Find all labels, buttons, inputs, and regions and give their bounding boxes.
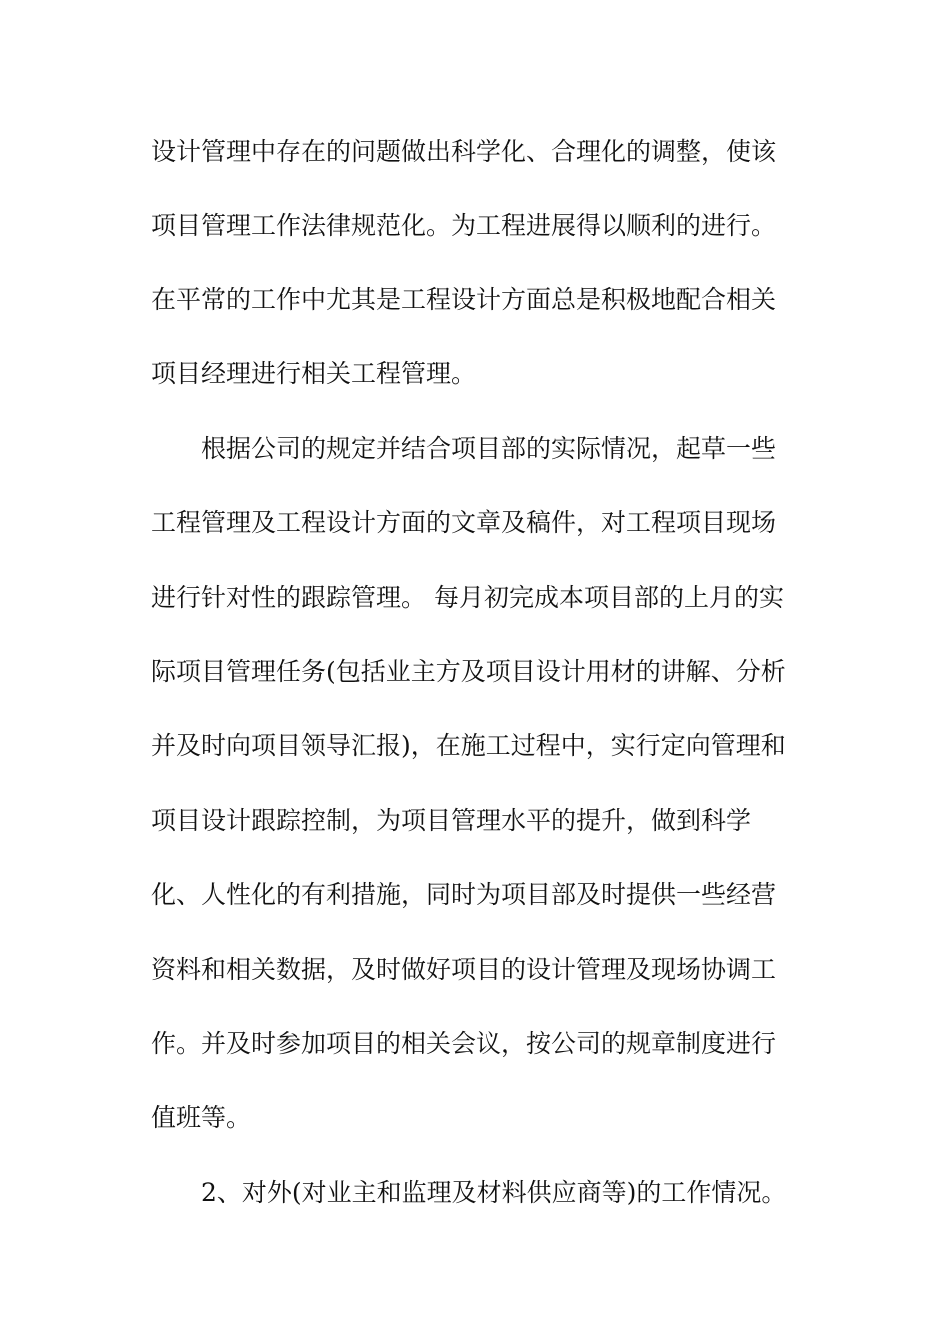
text-line: 作。并及时参加项目的相关会议，按公司的规章制度进行 bbox=[151, 1029, 777, 1058]
text-line: 设计管理中存在的问题做出科学化、合理化的调整，使该 bbox=[151, 137, 777, 166]
text-line: 并及时向项目领导汇报)，在施工过程中，实行定向管理和 bbox=[151, 731, 786, 760]
text-line: 值班等。 bbox=[151, 1103, 252, 1132]
text-line: 项目管理工作法律规范化。为工程进展得以顺利的进行。 bbox=[151, 211, 777, 240]
text-line: 项目设计跟踪控制，为项目管理水平的提升，做到科学 bbox=[151, 806, 752, 835]
text-line: 在平常的工作中尤其是工程设计方面总是积极地配合相关 bbox=[151, 285, 777, 314]
text-line: 化、人性化的有利措施，同时为项目部及时提供一些经营 bbox=[151, 880, 777, 909]
paragraph-first-line: 根据公司的规定并结合项目部的实际情况，起草一些 bbox=[201, 434, 777, 463]
text-line: 进行针对性的跟踪管理。 每月初完成本项目部的上月的实 bbox=[151, 583, 784, 612]
text-line: 资料和相关数据，及时做好项目的设计管理及现场协调工 bbox=[151, 955, 777, 984]
text-line: 项目经理进行相关工程管理。 bbox=[151, 359, 477, 388]
text-line: 际项目管理任务(包括业主方及项目设计用材的讲解、分析 bbox=[151, 657, 786, 686]
section-heading: 2、对外(对业主和监理及材料供应商等)的工作情况。 bbox=[201, 1178, 787, 1207]
text-line: 工程管理及工程设计方面的文章及稿件，对工程项目现场 bbox=[151, 508, 777, 537]
